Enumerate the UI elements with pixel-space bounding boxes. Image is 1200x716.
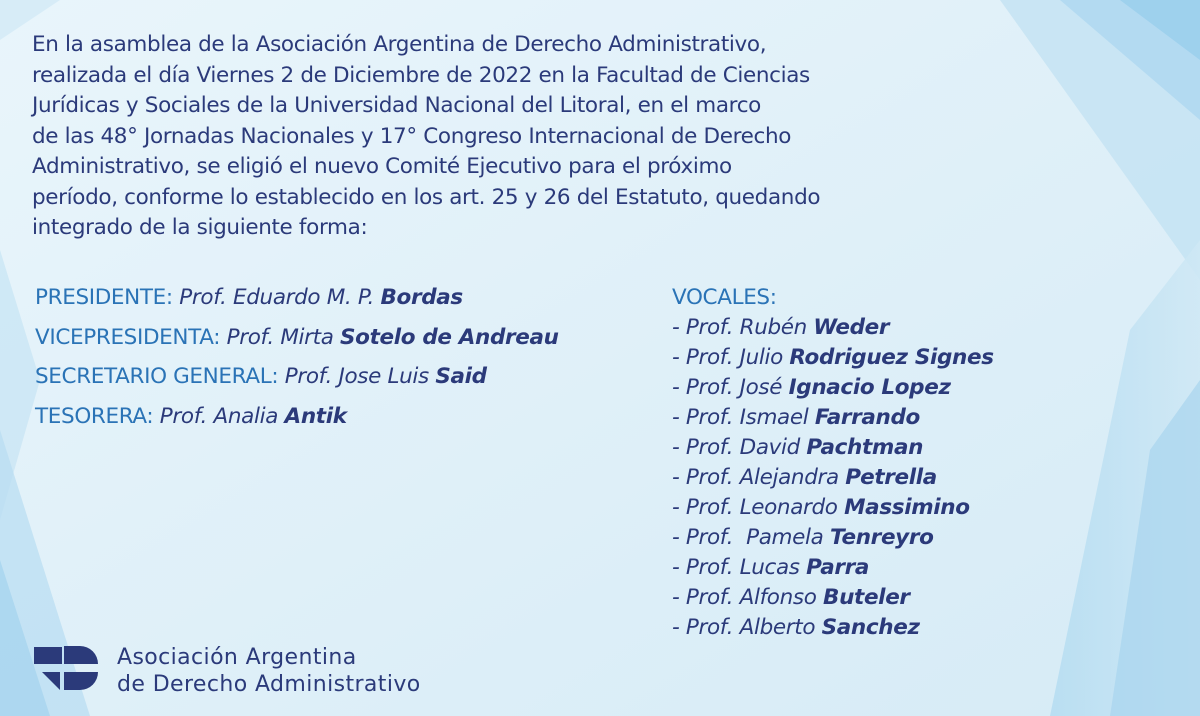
list-item	[672, 553, 994, 583]
vocal-surname: Sanchez	[821, 615, 920, 640]
list-item	[672, 433, 994, 463]
intro-line: integrado de la siguiente forma:	[32, 215, 368, 240]
vocal-prefix: - Prof. José	[672, 375, 783, 400]
vocal-prefix: - Prof. Alberto	[672, 615, 816, 640]
vocal-surname: Rodriguez Signes	[789, 345, 994, 370]
vocal-surname: Massimino	[844, 495, 970, 520]
officer-surname: Sotelo de Andreau	[340, 324, 559, 350]
officer-role: TESORERA:	[35, 403, 154, 429]
intro-line: realizada el día Viernes 2 de Diciembre de 2022 en la Facultad de Ciencias	[32, 62, 810, 88]
intro-paragraph	[32, 30, 1012, 244]
list-item	[672, 463, 994, 493]
aada-logo-icon	[34, 642, 98, 694]
organization-name	[117, 644, 421, 698]
vocal-prefix: - Prof. Lucas	[672, 555, 800, 580]
vocal-surname: Farrando	[814, 405, 920, 430]
vocal-surname: Tenreyro	[829, 525, 934, 550]
list-item	[672, 313, 994, 343]
officer-surname: Antik	[284, 403, 347, 429]
officer-role: PRESIDENTE:	[35, 285, 173, 310]
intro-line: de las 48° Jornadas Nacionales y 17° Congreso Internacional de Derecho	[32, 123, 792, 149]
vocales-list	[672, 283, 994, 643]
officer-vicepresident	[35, 318, 559, 358]
vocal-surname: Petrella	[845, 465, 937, 490]
vocal-prefix: - Prof. Alejandra	[672, 465, 839, 490]
list-item	[672, 523, 994, 553]
officer-role: SECRETARIO GENERAL:	[35, 364, 279, 389]
vocal-prefix: - Prof. David	[672, 435, 800, 460]
vocal-surname: Parra	[806, 555, 870, 580]
officer-prefix: Prof. Mirta	[226, 324, 334, 350]
intro-line: Jurídicas y Sociales de la Universidad Nacional del Litoral, en el marco	[32, 93, 761, 118]
vocal-surname: Buteler	[823, 585, 910, 610]
vocales-title: VOCALES:	[672, 285, 777, 310]
intro-line: período, conforme lo establecido en los art. 25 y 26 del Estatuto, quedando	[32, 184, 821, 210]
list-item	[672, 583, 994, 613]
intro-line: Administrativo, se eligió el nuevo Comité Ejecutivo para el próximo	[32, 154, 732, 179]
list-item	[672, 403, 994, 433]
officer-prefix: Prof. Analia	[159, 403, 279, 429]
officer-prefix: Prof. Jose Luis	[284, 364, 429, 389]
organization-name-line1: Asociación Argentina	[117, 645, 357, 670]
list-item	[672, 343, 994, 373]
intro-line: En la asamblea de la Asociación Argentina de Derecho Administrativo,	[32, 32, 767, 57]
list-item	[672, 493, 994, 523]
officer-role: VICEPRESIDENTA:	[35, 324, 221, 350]
officer-prefix: Prof. Eduardo M. P.	[179, 285, 375, 310]
officer-treasurer	[35, 397, 559, 437]
officer-president	[35, 278, 559, 318]
vocal-prefix: - Prof. Leonardo	[672, 495, 838, 520]
vocal-surname: Ignacio Lopez	[788, 375, 951, 400]
vocal-prefix: - Prof. Rubén	[672, 315, 807, 340]
officer-surname: Bordas	[380, 285, 463, 310]
list-item	[672, 613, 994, 643]
vocal-surname: Pachtman	[806, 435, 924, 460]
officer-surname: Said	[435, 364, 487, 389]
list-item	[672, 373, 994, 403]
vocal-prefix: - Prof. Julio	[672, 345, 783, 370]
vocal-surname: Weder	[813, 315, 890, 340]
officers-list	[35, 278, 559, 436]
organization-name-line2: de Derecho Administrativo	[117, 672, 421, 697]
vocal-prefix: - Prof. Ismael	[672, 405, 809, 430]
vocal-prefix: - Prof. Pamela	[672, 525, 824, 550]
officer-secretary	[35, 357, 559, 397]
vocal-prefix: - Prof. Alfonso	[672, 585, 817, 610]
